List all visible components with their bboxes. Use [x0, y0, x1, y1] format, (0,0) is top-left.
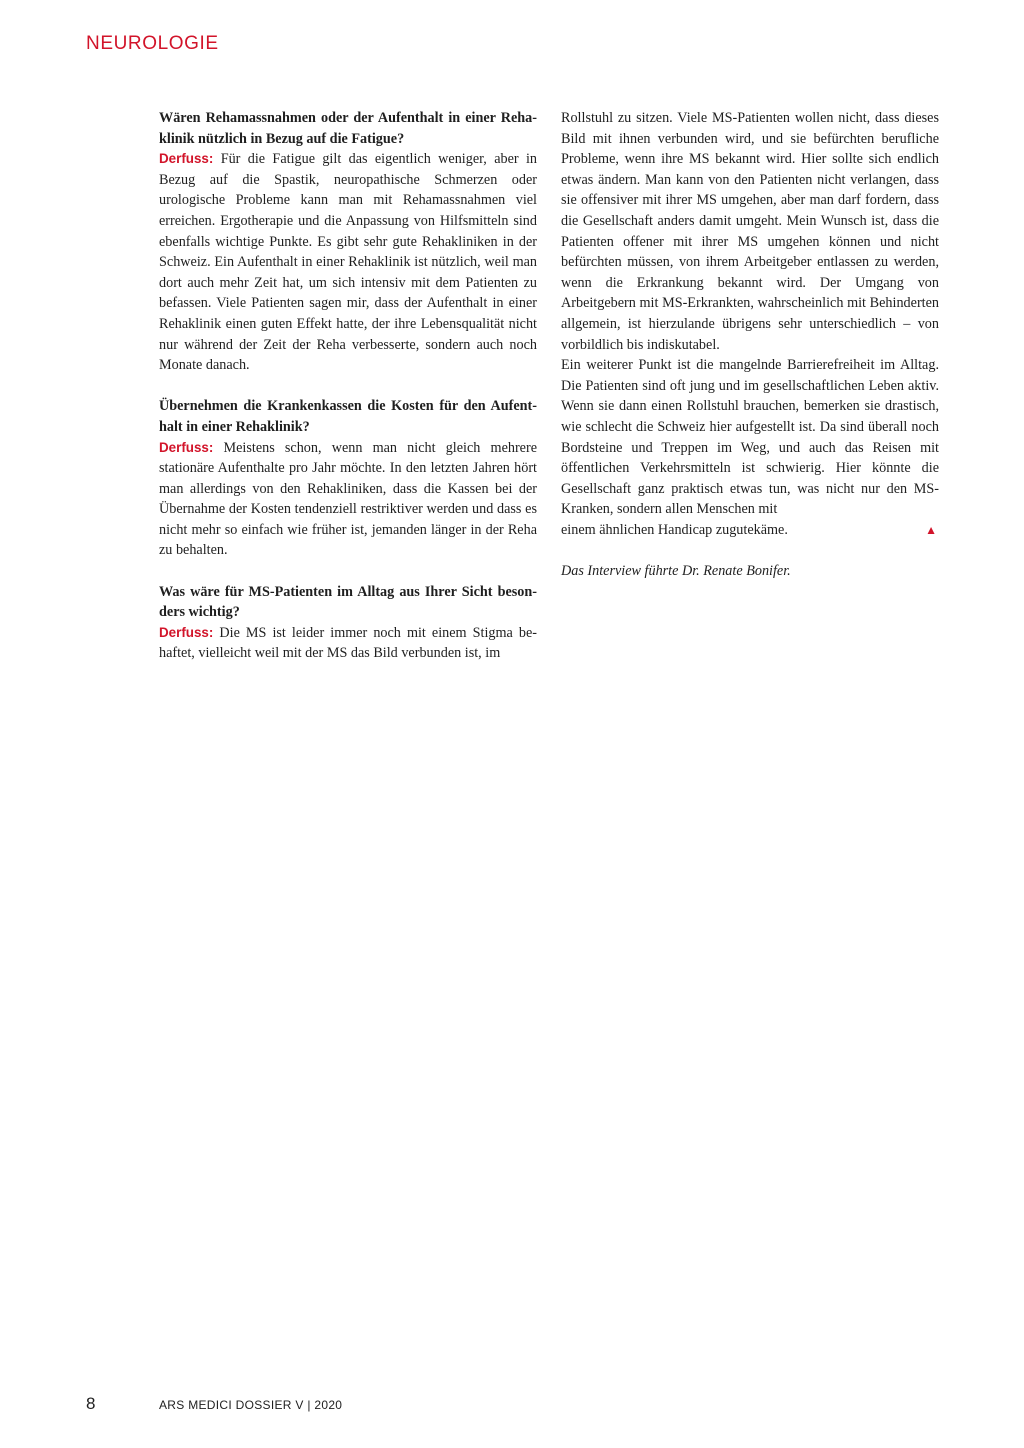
qa-block	[159, 582, 537, 664]
speaker-label: Derfuss:	[159, 151, 214, 167]
body-paragraph: Rollstuhl zu sitzen. Viele MS-Patienten wollen nicht, dass dieses Bild mit ihnen verbunden wird, und sie befürchten berufliche Probleme, wenn ihre MS bekannt wird. Hier sollte sich endlich etwas ändern. Man kann von den Patienten nicht verlangen, dass sie offensiver mit ihrer MS umgehen, aber man darf fordern, dass die Gesellschaft anders damit umgeht. Mein Wunsch ist, dass die Patienten offener mit ihrer MS umgehen können und nicht befürchten müssen, von ihrem Arbeitgeber entlassen zu werden, wenn die Erkrankung bekannt wird. Der Umgang von Arbeitgebern mit MS-Erkrankten, wahrscheinlich mit Behinderten allgemein, ist hierzulande übrigens sehr unterschiedlich – von vorbildlich bis indiskutabel.	[561, 110, 939, 353]
page-number: 8	[86, 1394, 96, 1413]
article-column-right	[561, 108, 939, 582]
speaker-label: Derfuss:	[159, 624, 214, 640]
closing-line	[561, 520, 939, 541]
answer-text: Die MS ist leider immer noch mit einem Stigma behaftet, vielleicht weil mit der MS das Bild verbunden ist, im	[159, 624, 537, 662]
section-header: NEUROLOGIE	[86, 33, 219, 54]
interview-credit: Das Interview führte Dr. Renate Bonifer.	[561, 563, 791, 580]
closing-text: einem ähnlichen Handicap zugutekäme.	[561, 521, 788, 538]
publication-info: ARS MEDICI DOSSIER V | 2020	[159, 1398, 343, 1412]
interview-question: Was wäre für MS-Patienten im Alltag aus Ihrer Sicht besonders wichtig?	[159, 583, 537, 621]
interview-answer	[159, 149, 537, 376]
interview-question: Übernehmen die Krankenkassen die Kosten für den Aufenthalt in einer Rehaklinik?	[159, 398, 537, 435]
interview-question: Wären Rehamassnahmen oder der Aufenthalt in einer Rehaklinik nützlich in Bezug auf die Fatigue?	[159, 110, 537, 147]
answer-text: Meistens schon, wenn man nicht gleich mehrere stationäre Aufenthalte pro Jahr möchte. In den letzten Jahren hört man allerdings von den Rehakliniken, dass die Kassen bei der Übernahme der Kosten tendenziell restriktiver werden und dass es nicht mehr so einfach wie früher ist, jemanden länger in der Reha zu behalten.	[159, 439, 537, 559]
interview-answer	[159, 623, 537, 664]
end-triangle-icon: ▲	[925, 522, 937, 537]
body-paragraph: Ein weiterer Punkt ist die mangelnde Barrierefreiheit im Alltag. Die Patienten sind oft jung und im gesellschaftlichen Leben aktiv. Wenn sie dann einen Rollstuhl brauchen, bemerken sie drastisch, wie schlecht die Schweiz hier aufgestellt ist. Da sind überall noch Bordsteine und Treppen im Weg, und auch das Reisen mit öffentlichen Verkehrsmitteln ist schwierig. Hier könnte die Gesellschaft ganz praktisch etwas tun, was nicht nur den MS-Kranken, sondern allen Menschen mit	[561, 357, 939, 518]
answer-text: Für die Fatigue gilt das eigentlich weniger, aber in Bezug auf die Spastik, neuropathische Schmerzen oder urologische Probleme kann man mit Rehamassnahmen viel erreichen. Ergotherapie und die Anpassung von Hilfsmitteln sind ebenfalls wichtige Punkte. Es gibt sehr gute Rehakliniken in der Schweiz. Ein Aufenthalt in einer Rehaklinik ist nützlich, weil man dort auch mehr Zeit hat, um sich intensiv mit dem Patienten zu befassen. Viele Patienten sagen mir, dass der Aufenthalt in einer Rehaklinik einen guten Effekt hatte, der ihre Lebensqualität nicht nur während der Zeit der Reha verbesserte, sondern auch noch Monate danach.	[159, 151, 537, 374]
article-column-left	[159, 108, 537, 685]
interview-answer	[159, 438, 537, 562]
qa-block	[159, 108, 537, 376]
speaker-label: Derfuss:	[159, 439, 214, 455]
qa-block	[159, 396, 537, 561]
